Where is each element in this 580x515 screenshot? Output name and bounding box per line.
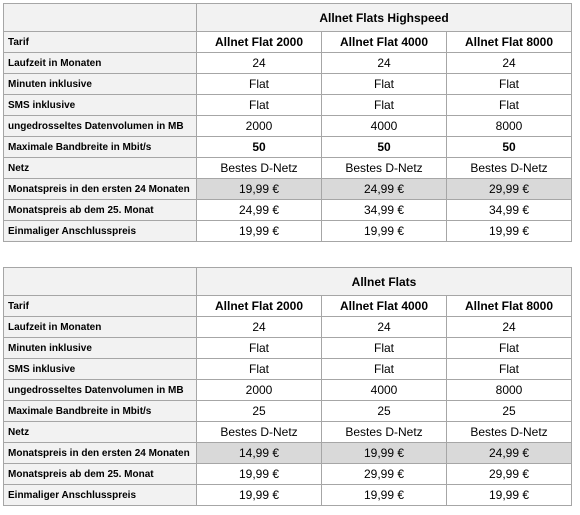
row-label: Monatspreis in den ersten 24 Monaten [4,179,197,200]
plan-name-8000: Allnet Flat 8000 [447,296,572,317]
plan-name-8000: Allnet Flat 8000 [447,32,572,53]
cell-value: Flat [197,74,322,95]
cell-value: 19,99 € [447,221,572,242]
row-laufzeit [4,53,572,74]
row-label: Einmaliger Anschlusspreis [4,485,197,506]
cell-value: Bestes D-Netz [197,158,322,179]
row-laufzeit [4,317,572,338]
row-label: Netz [4,158,197,179]
cell-value: Flat [197,359,322,380]
row-netz [4,158,572,179]
row-sms [4,359,572,380]
cell-value: 24,99 € [322,179,447,200]
row-monatspreis-ab-25 [4,200,572,221]
row-sms [4,95,572,116]
row-label: ungedrosseltes Datenvolumen in MB [4,116,197,137]
cell-value: 19,99 € [197,485,322,506]
row-datenvolumen [4,380,572,401]
row-label: Minuten inklusive [4,74,197,95]
cell-value: Bestes D-Netz [447,422,572,443]
row-label: ungedrosseltes Datenvolumen in MB [4,380,197,401]
row-label: Laufzeit in Monaten [4,317,197,338]
cell-value: 14,99 € [197,443,322,464]
plan-name-4000: Allnet Flat 4000 [322,32,447,53]
cell-value: 50 [197,137,322,158]
cell-value: 34,99 € [447,200,572,221]
cell-value: 4000 [322,380,447,401]
cell-value: 25 [322,401,447,422]
row-tarif [4,32,572,53]
row-label: Monatspreis ab dem 25. Monat [4,464,197,485]
table-title-row [4,4,572,32]
cell-value: 29,99 € [322,464,447,485]
cell-value: Flat [447,95,572,116]
corner-cell [4,268,197,296]
cell-value: 19,99 € [197,221,322,242]
cell-value: 34,99 € [322,200,447,221]
cell-value: 2000 [197,116,322,137]
cell-value: 2000 [197,380,322,401]
row-minuten [4,338,572,359]
cell-value: Flat [322,95,447,116]
cell-value: 25 [197,401,322,422]
cell-value: Flat [197,95,322,116]
row-label: Netz [4,422,197,443]
row-bandbreite [4,401,572,422]
cell-value: 8000 [447,380,572,401]
cell-value: 24 [197,53,322,74]
row-label: Einmaliger Anschlusspreis [4,221,197,242]
cell-value: 50 [322,137,447,158]
cell-value: Flat [197,338,322,359]
cell-value: Flat [322,359,447,380]
row-tarif [4,296,572,317]
cell-value: 24 [322,317,447,338]
row-monatspreis-ab-25 [4,464,572,485]
cell-value: Bestes D-Netz [322,422,447,443]
cell-value: Flat [447,359,572,380]
row-label: Monatspreis in den ersten 24 Monaten [4,443,197,464]
cell-value: 50 [447,137,572,158]
cell-value: Bestes D-Netz [322,158,447,179]
allnet-tariff-table [3,267,572,506]
cell-value: 19,99 € [322,443,447,464]
cell-value: 8000 [447,116,572,137]
corner-cell [4,4,197,32]
row-monatspreis-24 [4,443,572,464]
row-label: Minuten inklusive [4,338,197,359]
cell-value: 19,99 € [322,485,447,506]
cell-value: Flat [447,74,572,95]
plan-name-4000: Allnet Flat 4000 [322,296,447,317]
row-minuten [4,74,572,95]
cell-value: 24 [322,53,447,74]
plan-name-2000: Allnet Flat 2000 [197,296,322,317]
cell-value: 24 [197,317,322,338]
cell-value: 24 [447,53,572,74]
table-title: Allnet Flats [197,268,572,296]
highspeed-tariff-table [3,3,572,242]
row-label: Tarif [4,32,197,53]
row-bandbreite [4,137,572,158]
cell-value: 24,99 € [197,200,322,221]
cell-value: 19,99 € [322,221,447,242]
row-label: Maximale Bandbreite in Mbit/s [4,137,197,158]
row-label: Tarif [4,296,197,317]
cell-value: 19,99 € [447,485,572,506]
row-netz [4,422,572,443]
plan-name-2000: Allnet Flat 2000 [197,32,322,53]
row-label: Laufzeit in Monaten [4,53,197,74]
cell-value: 4000 [322,116,447,137]
cell-value: 29,99 € [447,179,572,200]
cell-value: 24,99 € [447,443,572,464]
table-title: Allnet Flats Highspeed [197,4,572,32]
cell-value: 25 [447,401,572,422]
cell-value: 19,99 € [197,464,322,485]
cell-value: Flat [447,338,572,359]
row-anschlusspreis [4,485,572,506]
row-label: SMS inklusive [4,359,197,380]
table-title-row [4,268,572,296]
row-label: SMS inklusive [4,95,197,116]
cell-value: Bestes D-Netz [447,158,572,179]
row-anschlusspreis [4,221,572,242]
cell-value: Bestes D-Netz [197,422,322,443]
row-datenvolumen [4,116,572,137]
cell-value: 24 [447,317,572,338]
row-monatspreis-24 [4,179,572,200]
row-label: Monatspreis ab dem 25. Monat [4,200,197,221]
cell-value: 29,99 € [447,464,572,485]
cell-value: 19,99 € [197,179,322,200]
cell-value: Flat [322,74,447,95]
cell-value: Flat [322,338,447,359]
row-label: Maximale Bandbreite in Mbit/s [4,401,197,422]
